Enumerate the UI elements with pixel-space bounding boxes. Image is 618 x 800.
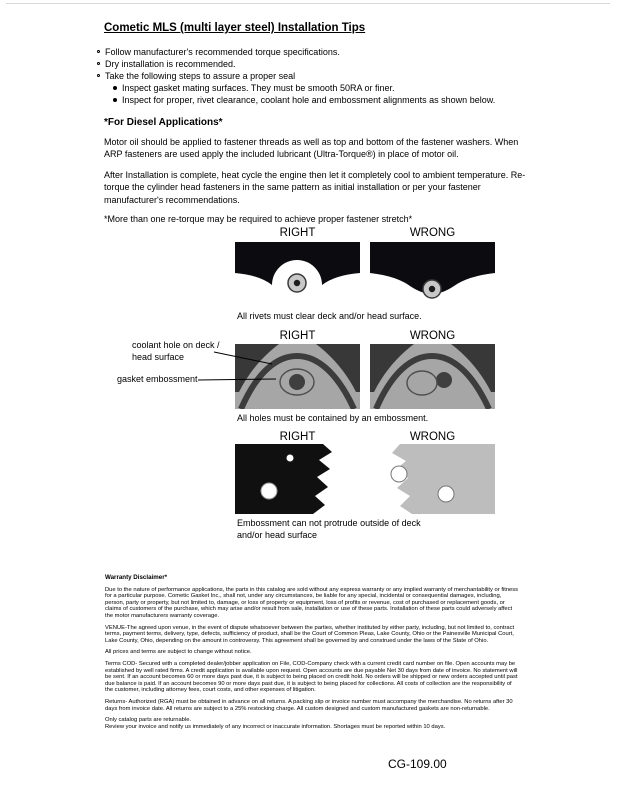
- disclaimer-paragraph: Only catalog parts are returnable.: [105, 717, 192, 724]
- diesel-applications-heading: *For Diesel Applications*: [104, 117, 223, 128]
- holes-right-illustration: [235, 344, 360, 409]
- circle-bullet-icon: [97, 62, 100, 65]
- diagram-embossment-wrong: [370, 444, 495, 514]
- rivet-right-illustration: [235, 242, 360, 307]
- wrong-label-row3: WRONG: [409, 431, 456, 443]
- annotation-coolant-hole: coolant hole on deck / head surface: [132, 340, 220, 362]
- disclaimer-paragraph: Terms COD- Secured with a completed dealer/jobber application on File, COD-Company check with a current credit card number on file. Open accounts may be established by well rated firms. A credit application is available upon request. Open accounts are due payable Net 30 days from date of invoice. No statement will be sent. If an account becomes 60 or more days past due, it is subject to being placed on credit hold. No orders will be shipped or new orders accepted until past due balance is paid. If an account becomes 90 or more days past due, it is subject to being placed for collections. All costs of collection are the responsibility of the customer, including attorney fees, court costs, and other expenses of litigation.: [105, 660, 518, 694]
- disclaimer-paragraph: Due to the nature of performance applications, the parts in this catalog are sold without any express warranty or any implied warranty of merchantability or fitness for a particular purpose. Cometic Gasket Inc., shall not, under any circumstances, be liable for any special, incidental or consequential damages, including, person, party or property, but not limited to, damage, or loss of property or equipment, loss of profits or revenue, cost of purchased or replacement goods, or claims of customers of the purchase, which may arise and/or result from sale, installation or use of these parts. Installation of these parts could adversely affect the motor manufacturers warranty coverage.: [105, 586, 519, 619]
- circle-bullet-icon: [97, 50, 100, 53]
- embossment-circle-icon: [438, 486, 454, 502]
- right-label-row2: RIGHT: [279, 330, 316, 342]
- coolant-hole-icon: [289, 374, 305, 390]
- installation-tips-list: [97, 46, 495, 106]
- rivet-center-icon: [294, 280, 300, 286]
- rivet-wrong-illustration: [370, 242, 495, 307]
- warranty-disclaimer: [105, 575, 521, 735]
- tip-sub-item: [113, 82, 495, 94]
- disclaimer-paragraph: VENUE-The agreed upon venue, in the event of dispute whatsoever between the parties, whether instituted by either party, including, but not limited to, contract terms, payment terms, delivery, type, defects, sufficiency of product, shall be the Court of Common Pleas, Lake County, Ohio or the Painesville Municipal Court, Lake County, Ohio, depending on the amount in controversy. This agreement shall be governed by and construed under the laws of the State of Ohio.: [105, 624, 515, 644]
- scan-edge-line: [6, 3, 610, 4]
- right-label-row1: RIGHT: [279, 227, 316, 239]
- dot-bullet-icon: [113, 86, 117, 90]
- rivet-center-icon: [429, 286, 435, 292]
- tip-item: [97, 46, 495, 58]
- tip-item: [97, 58, 495, 70]
- coolant-hole-icon: [436, 372, 452, 388]
- diagram-holes-wrong: [370, 344, 495, 409]
- diagram-rivet-right: [235, 242, 360, 307]
- circle-bullet-icon: [97, 74, 100, 77]
- diesel-paragraph-1: Motor oil should be applied to fastener threads as well as top and bottom of the fastener washers. When ARP fasteners are used apply the included lubricant (Ultra-Torque®) in place of motor oil.: [104, 137, 519, 160]
- page-code: CG-109.00: [388, 757, 447, 771]
- tip-text: Take the following steps to assure a proper seal: [105, 71, 296, 81]
- warranty-disclaimer-heading: Warranty Disclaimer*: [105, 574, 168, 581]
- embossment-circle-icon: [261, 483, 277, 499]
- embossment-wrong-illustration: [370, 444, 495, 514]
- deck-shape: [392, 444, 495, 514]
- embossment-circle-icon: [391, 466, 407, 482]
- tip-sub-item: [113, 94, 495, 106]
- deck-shape: [235, 444, 332, 514]
- tip-text: Inspect gasket mating surfaces. They must be smooth 50RA or finer.: [122, 83, 395, 93]
- tip-text: Dry installation is recommended.: [105, 59, 236, 69]
- caption-embossment: Embossment can not protrude outside of deck and/or head surface: [237, 518, 421, 540]
- disclaimer-paragraph: All prices and terms are subject to change without notice.: [105, 649, 252, 656]
- diesel-paragraph-2: After Installation is complete, heat cycle the engine then let it completely cool to ambient temperature. Re-torque the cylinder head fasteners in the same pattern as initial installation or per your fastener manufacturer's recommendations.: [104, 170, 526, 205]
- small-hole-icon: [287, 455, 294, 462]
- disclaimer-paragraph: Returns- Authorized (RGA) must be obtained in advance on all returns. A packing slip or invoice number must accompany the merchandise. No returns after 30 days from invoice date. All returns are subject to a 25% restocking charge. All custom designed and custom manufactured gaskets are non-returnable.: [105, 698, 513, 712]
- tip-text: Follow manufacturer's recommended torque specifications.: [105, 47, 340, 57]
- wrong-label-row2: WRONG: [409, 330, 456, 342]
- dot-bullet-icon: [113, 98, 117, 102]
- diagram-holes-right: [235, 344, 360, 409]
- annotation-gasket-embossment: gasket embossment: [117, 374, 198, 384]
- disclaimer-paragraph: Review your invoice and notify us immediately of any incorrect or inaccurate information. Shortages must be reported within 10 days.: [105, 723, 446, 730]
- tip-text: Inspect for proper, rivet clearance, coolant hole and embossment alignments as shown below.: [122, 95, 496, 105]
- diagram-rivet-wrong: [370, 242, 495, 307]
- diagram-embossment-right: [235, 444, 360, 514]
- tip-item: [97, 70, 495, 82]
- holes-wrong-illustration: [370, 344, 495, 409]
- page-title: Cometic MLS (multi layer steel) Installation Tips: [104, 22, 366, 34]
- caption-holes: All holes must be contained by an embossment.: [237, 413, 429, 423]
- embossment-right-illustration: [235, 444, 360, 514]
- caption-rivets: All rivets must clear deck and/or head surface.: [237, 311, 422, 321]
- right-label-row3: RIGHT: [279, 431, 316, 443]
- retorque-note: *More than one re-torque may be required to achieve proper fastener stretch*: [104, 214, 413, 224]
- wrong-label-row1: WRONG: [409, 227, 456, 239]
